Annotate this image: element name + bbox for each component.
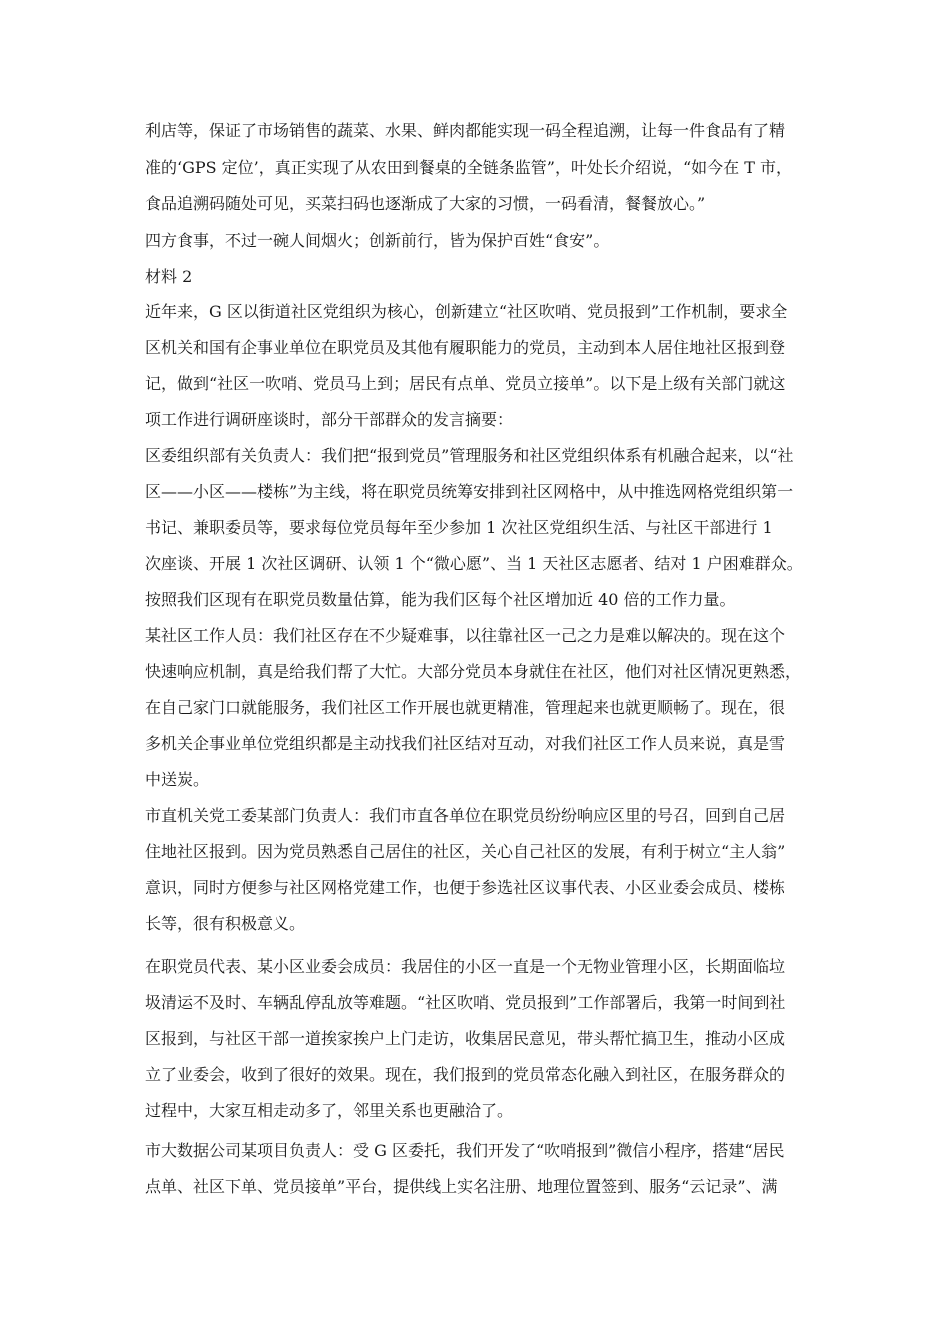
text-line: 市大数据公司某项目负责人：受 G 区委托，我们开发了“吹哨报到”微信小程序，搭建“居民 xyxy=(145,1141,785,1160)
text-line: 次座谈、开展 1 次社区调研、认领 1 个“微心愿”、当 1 天社区志愿者、结对 1 户困难群众。 xyxy=(145,554,803,573)
text-line: 市直机关党工委某部门负责人：我们市直各单位在职党员纷纷响应区里的号召，回到自己居 xyxy=(145,806,786,825)
text-line: 过程中，大家互相走动多了，邻里关系也更融洽了。 xyxy=(145,1101,514,1120)
text-line: 长等，很有积极意义。 xyxy=(145,914,306,933)
text-line: 近年来，G 区以街道社区党组织为核心，创新建立“社区吹哨、党员报到”工作机制，要求全 xyxy=(145,302,788,321)
text-line: 准的‘GPS 定位’，真正实现了从农田到餐桌的全链条监管”，叶处长介绍说，“如今在 T 市， xyxy=(145,158,792,177)
text-line: 中送炭。 xyxy=(145,770,210,789)
text-line: 记，做到“社区一吹哨、党员马上到；居民有点单、党员立接单”。以下是上级有关部门就这 xyxy=(145,374,786,393)
text-line: 意识，同时方便参与社区网格党建工作，也便于参选社区议事代表、小区业委会成员、楼栋 xyxy=(145,878,786,897)
text-line: 在职党员代表、某小区业委会成员：我居住的小区一直是一个无物业管理小区，长期面临垃 xyxy=(145,957,786,976)
text-line: 项工作进行调研座谈时，部分干部群众的发言摘要： xyxy=(145,410,514,429)
text-line: 多机关企事业单位党组织都是主动找我们社区结对互动，对我们社区工作人员来说，真是雪 xyxy=(145,734,786,753)
text-line: 点单、社区下单、党员接单”平台，提供线上实名注册、地理位置签到、服务“云记录”、满 xyxy=(145,1177,778,1196)
text-line: 区报到，与社区干部一道挨家挨户上门走访，收集居民意见，带头帮忙搞卫生，推动小区成 xyxy=(145,1029,786,1048)
text-line: 利店等，保证了市场销售的蔬菜、水果、鲜肉都能实现一码全程追溯，让每一件食品有了精 xyxy=(145,121,786,140)
text-line: 区委组织部有关负责人：我们把“报到党员”管理服务和社区党组织体系有机融合起来，以“社 xyxy=(145,446,794,465)
text-line: 区机关和国有企事业单位在职党员及其他有履职能力的党员，主动到本人居住地社区报到登 xyxy=(145,338,786,357)
text-line: 立了业委会，收到了很好的效果。现在，我们报到的党员常态化融入到社区，在服务群众的 xyxy=(145,1065,786,1084)
text-line: 食品追溯码随处可见，买菜扫码也逐渐成了大家的习惯，一码看清，餐餐放心。” xyxy=(145,194,706,213)
text-line: 书记、兼职委员等，要求每位党员每年至少参加 1 次社区党组织生活、与社区干部进行 1 xyxy=(145,518,773,537)
text-line: 快速响应机制，真是给我们帮了大忙。大部分党员本身就住在社区，他们对社区情况更熟悉， xyxy=(145,662,802,681)
text-line: 按照我们区现有在职党员数量估算，能为我们区每个社区增加近 40 倍的工作力量。 xyxy=(145,590,736,609)
section-heading: 材料 2 xyxy=(145,267,193,286)
text-line: 四方食事，不过一碗人间烟火；创新前行，皆为保护百姓“食安”。 xyxy=(145,231,610,250)
text-line: 某社区工作人员：我们社区存在不少疑难事，以往靠社区一己之力是难以解决的。现在这个 xyxy=(145,626,786,645)
text-line: 住地社区报到。因为党员熟悉自己居住的社区，关心自己社区的发展，有利于树立“主人翁” xyxy=(145,842,786,861)
text-line: 在自己家门口就能服务，我们社区工作开展也就更精准，管理起来也就更顺畅了。现在，很 xyxy=(145,698,786,717)
text-line: 区——小区——楼栋”为主线，将在职党员统筹安排到社区网格中，从中推选网格党组织第一 xyxy=(145,482,794,501)
text-line: 圾清运不及时、车辆乱停乱放等难题。“社区吹哨、党员报到”工作部署后，我第一时间到社 xyxy=(145,993,786,1012)
